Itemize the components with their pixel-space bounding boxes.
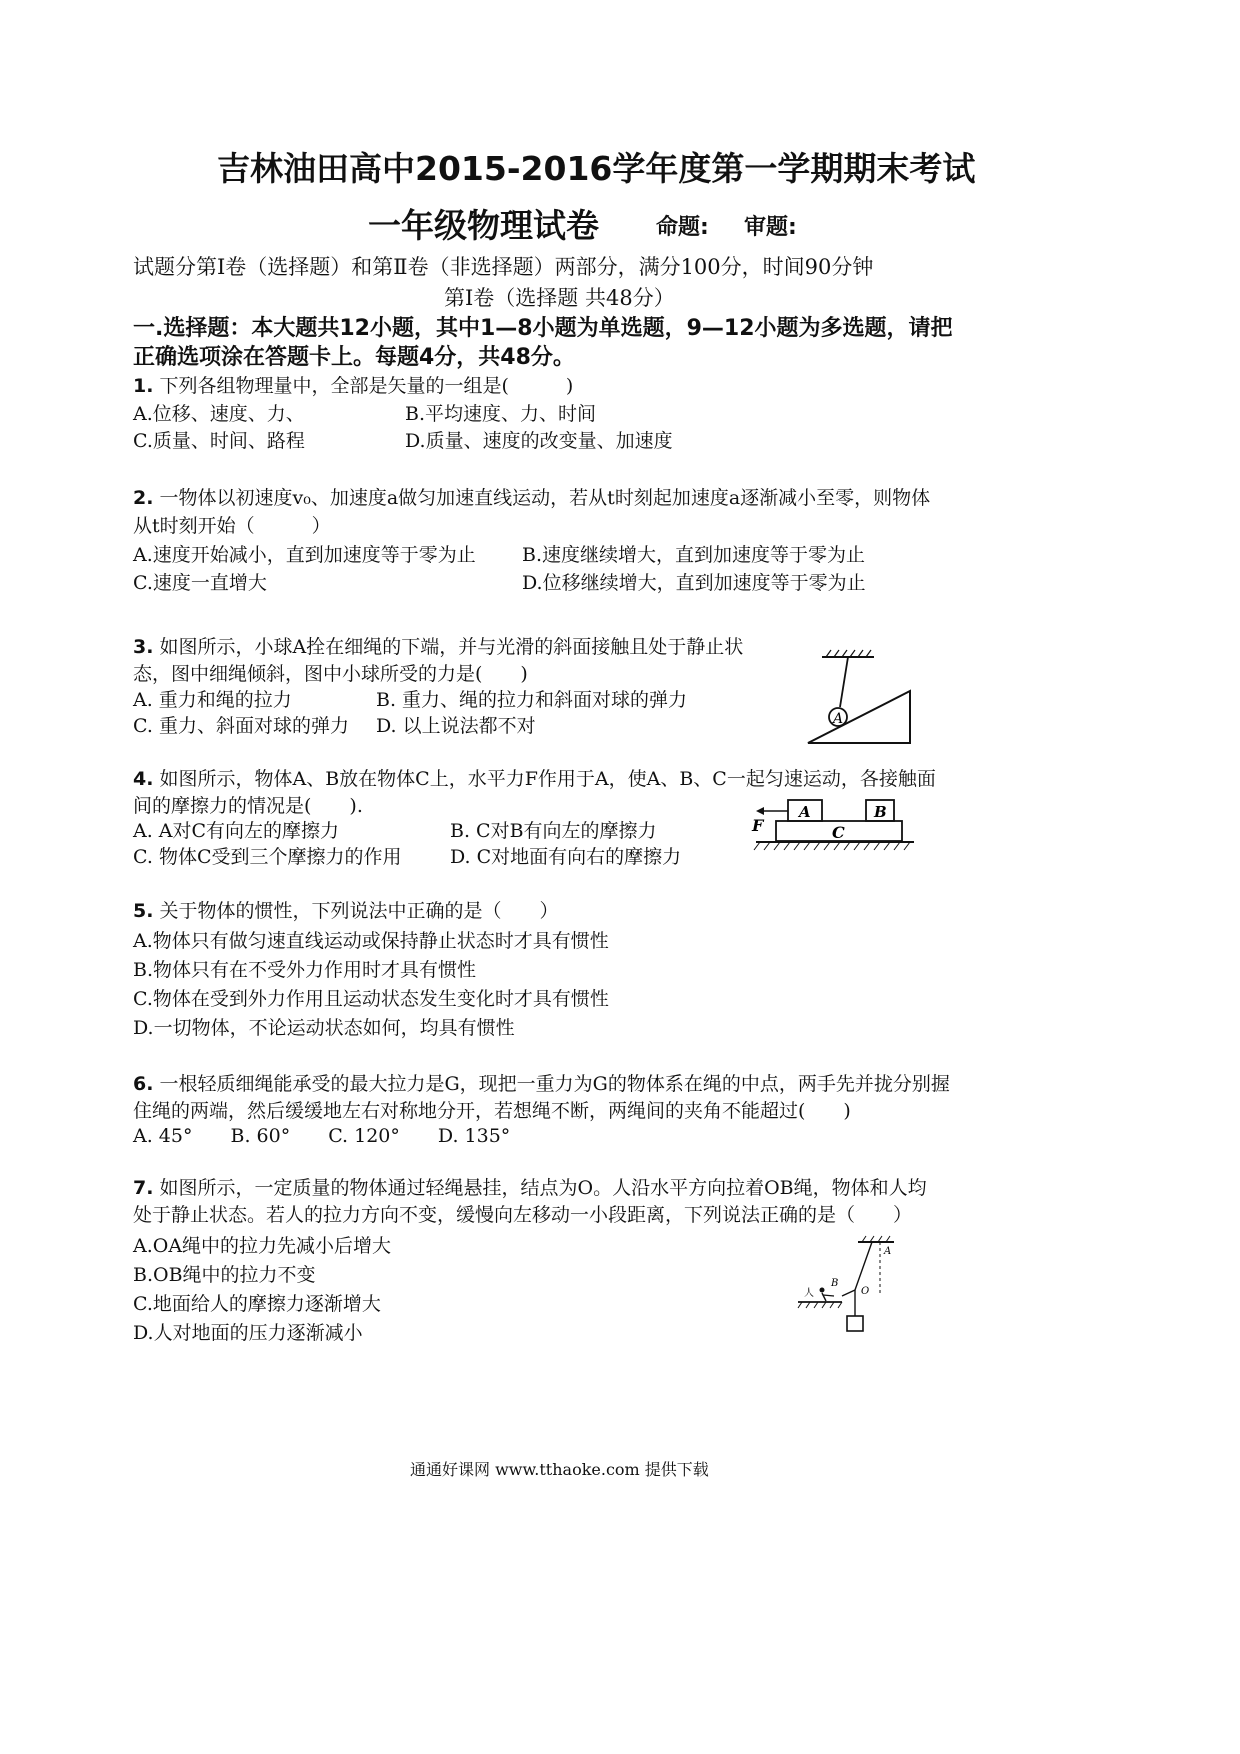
question-text-line1: 如图所示，物体A、B放在物体C上，水平力F作用于A，使A、B、C一起匀速运动，各接触面	[159, 768, 936, 790]
q6-text-line2: 住绳的两端，然后缓缓地左右对称地分开，若想绳不断，两绳间的夹角不能超过( )	[133, 1100, 851, 1122]
question-text-line1: 一物体以初速度v₀、加速度a做匀加速直线运动，若从t时刻起加速度a逐渐减小至零，则物体	[159, 487, 931, 509]
q3-option-d: D. 以上说法都不对	[376, 715, 536, 737]
ceiling-hatch	[826, 650, 871, 657]
rope-line	[840, 657, 848, 707]
question-number: 5.	[133, 900, 154, 922]
q3-option-a: A. 重力和绳的拉力	[133, 689, 292, 711]
q5-option-a: A.物体只有做匀速直线运动或保持静止状态时才具有惯性	[133, 930, 609, 952]
rope-ob	[842, 1290, 855, 1296]
person-head	[820, 1288, 825, 1293]
point-b-label: B	[831, 1278, 839, 1289]
q7-option-b: B.OB绳中的拉力不变	[133, 1264, 316, 1286]
setter-label: 命题:	[656, 215, 709, 240]
q7-option-c: C.地面给人的摩擦力逐渐增大	[133, 1293, 381, 1315]
section-instruction-line2: 正确选项涂在答题卡上。每题4分，共48分。	[133, 345, 575, 370]
person-arm	[823, 1295, 834, 1296]
q2-option-b: B.速度继续增大，直到加速度等于零为止	[522, 544, 866, 566]
question-7	[133, 1173, 927, 1200]
q1-option-a: A.位移、速度、力、	[133, 403, 305, 425]
q3-text-line2: 态，图中细绳倾斜，图中小球所受的力是( )	[133, 663, 528, 685]
ground-hatch	[754, 842, 910, 850]
paper-subtitle: 一年级物理试卷	[368, 206, 599, 245]
question-number: 7.	[133, 1177, 154, 1199]
question-3	[133, 632, 743, 659]
force-arrow-head	[756, 807, 764, 815]
ball-label: A	[833, 711, 844, 727]
q4-blocks-diagram	[748, 795, 918, 857]
q2-option-d: D.位移继续增大，直到加速度等于零为止	[522, 572, 866, 594]
q4-option-a: A. A对C有向左的摩擦力	[133, 820, 340, 842]
question-number: 1.	[133, 375, 154, 397]
q1-option-d: D.质量、速度的改变量、加速度	[405, 430, 673, 452]
block-c-label: C	[832, 823, 845, 842]
q1-option-c: C.质量、时间、路程	[133, 430, 305, 452]
question-2	[133, 483, 930, 510]
q3-incline-diagram	[800, 645, 920, 750]
question-text-line1: 如图所示，小球A拴在细绳的下端，并与光滑的斜面接触且处于静止状	[159, 636, 744, 658]
person-label: 人	[804, 1288, 814, 1299]
question-text-line1: 如图所示，一定质量的物体通过轻绳悬挂，结点为O。人沿水平方向拉着OB绳，物体和人均	[159, 1177, 927, 1199]
page-footer: 通通好课网 www.tthaoke.com 提供下载	[410, 1460, 709, 1479]
question-text-line1: 一根轻质细绳能承受的最大拉力是G，现把一重力为G的物体系在绳的中点，两手先并拢分别握	[159, 1073, 950, 1095]
incline-slope	[808, 691, 910, 743]
reviewer-label: 审题:	[744, 215, 797, 240]
question-number: 2.	[133, 487, 154, 509]
q3-option-c: C. 重力、斜面对球的弹力	[133, 715, 349, 737]
q6-options: A. 45° B. 60° C. 120° D. 135°	[133, 1125, 511, 1147]
point-o-label: O	[861, 1286, 870, 1297]
person-body	[822, 1293, 826, 1301]
q7-option-d: D.人对地面的压力逐渐减小	[133, 1322, 363, 1344]
rope-oa	[855, 1242, 872, 1290]
q4-text-line2: 间的摩擦力的情况是( ).	[133, 795, 363, 817]
question-text: 下列各组物理量中，全部是矢量的一组是( )	[159, 375, 574, 397]
q2-option-a: A.速度开始减小，直到加速度等于零为止	[133, 544, 476, 566]
q4-option-c: C. 物体C受到三个摩擦力的作用	[133, 846, 402, 868]
part-heading: 第Ⅰ卷（选择题 共48分）	[444, 286, 675, 310]
q2-option-c: C.速度一直增大	[133, 572, 267, 594]
ground-hatch	[798, 1302, 842, 1308]
question-number: 6.	[133, 1073, 154, 1095]
q4-option-b: B. C对B有向左的摩擦力	[450, 820, 657, 842]
q5-option-c: C.物体在受到外力作用且运动状态发生变化时才具有惯性	[133, 988, 609, 1010]
q7-option-a: A.OA绳中的拉力先减小后增大	[133, 1235, 392, 1257]
q2-text-line2: 从t时刻开始（ ）	[133, 515, 331, 537]
q4-option-d: D. C对地面有向右的摩擦力	[450, 846, 682, 868]
exam-intro: 试题分第Ⅰ卷（选择题）和第Ⅱ卷（非选择题）两部分，满分100分，时间90分钟	[133, 255, 874, 279]
q1-option-b: B.平均速度、力、时间	[405, 403, 597, 425]
q5-option-d: D.一切物体，不论运动状态如何，均具有惯性	[133, 1017, 515, 1039]
hanging-weight	[847, 1316, 863, 1331]
question-number: 3.	[133, 636, 154, 658]
q7-text-line2: 处于静止状态。若人的拉力方向不变，缓慢向左移动一小段距离，下列说法正确的是（ ）	[133, 1204, 913, 1226]
q5-option-b: B.物体只有在不受外力作用时才具有惯性	[133, 959, 477, 981]
force-f-label: F	[752, 816, 764, 835]
q3-option-b: B. 重力、绳的拉力和斜面对球的弹力	[376, 689, 688, 711]
question-1	[133, 371, 573, 398]
section-instruction-line1: 一.选择题：本大题共12小题，其中1—8小题为单选题，9—12小题为多选题，请把	[133, 316, 953, 341]
question-text: 关于物体的惯性，下列说法中正确的是（ ）	[159, 900, 559, 922]
question-number: 4.	[133, 768, 154, 790]
block-b-label: B	[874, 803, 887, 821]
exam-title: 吉林油田高中2015-2016学年度第一学期期末考试	[217, 149, 976, 188]
block-a-label: A	[799, 803, 811, 821]
question-5	[133, 896, 559, 923]
point-a-label: A	[884, 1246, 892, 1257]
q7-suspension-diagram	[790, 1232, 905, 1340]
question-4	[133, 764, 936, 791]
question-6	[133, 1069, 950, 1096]
